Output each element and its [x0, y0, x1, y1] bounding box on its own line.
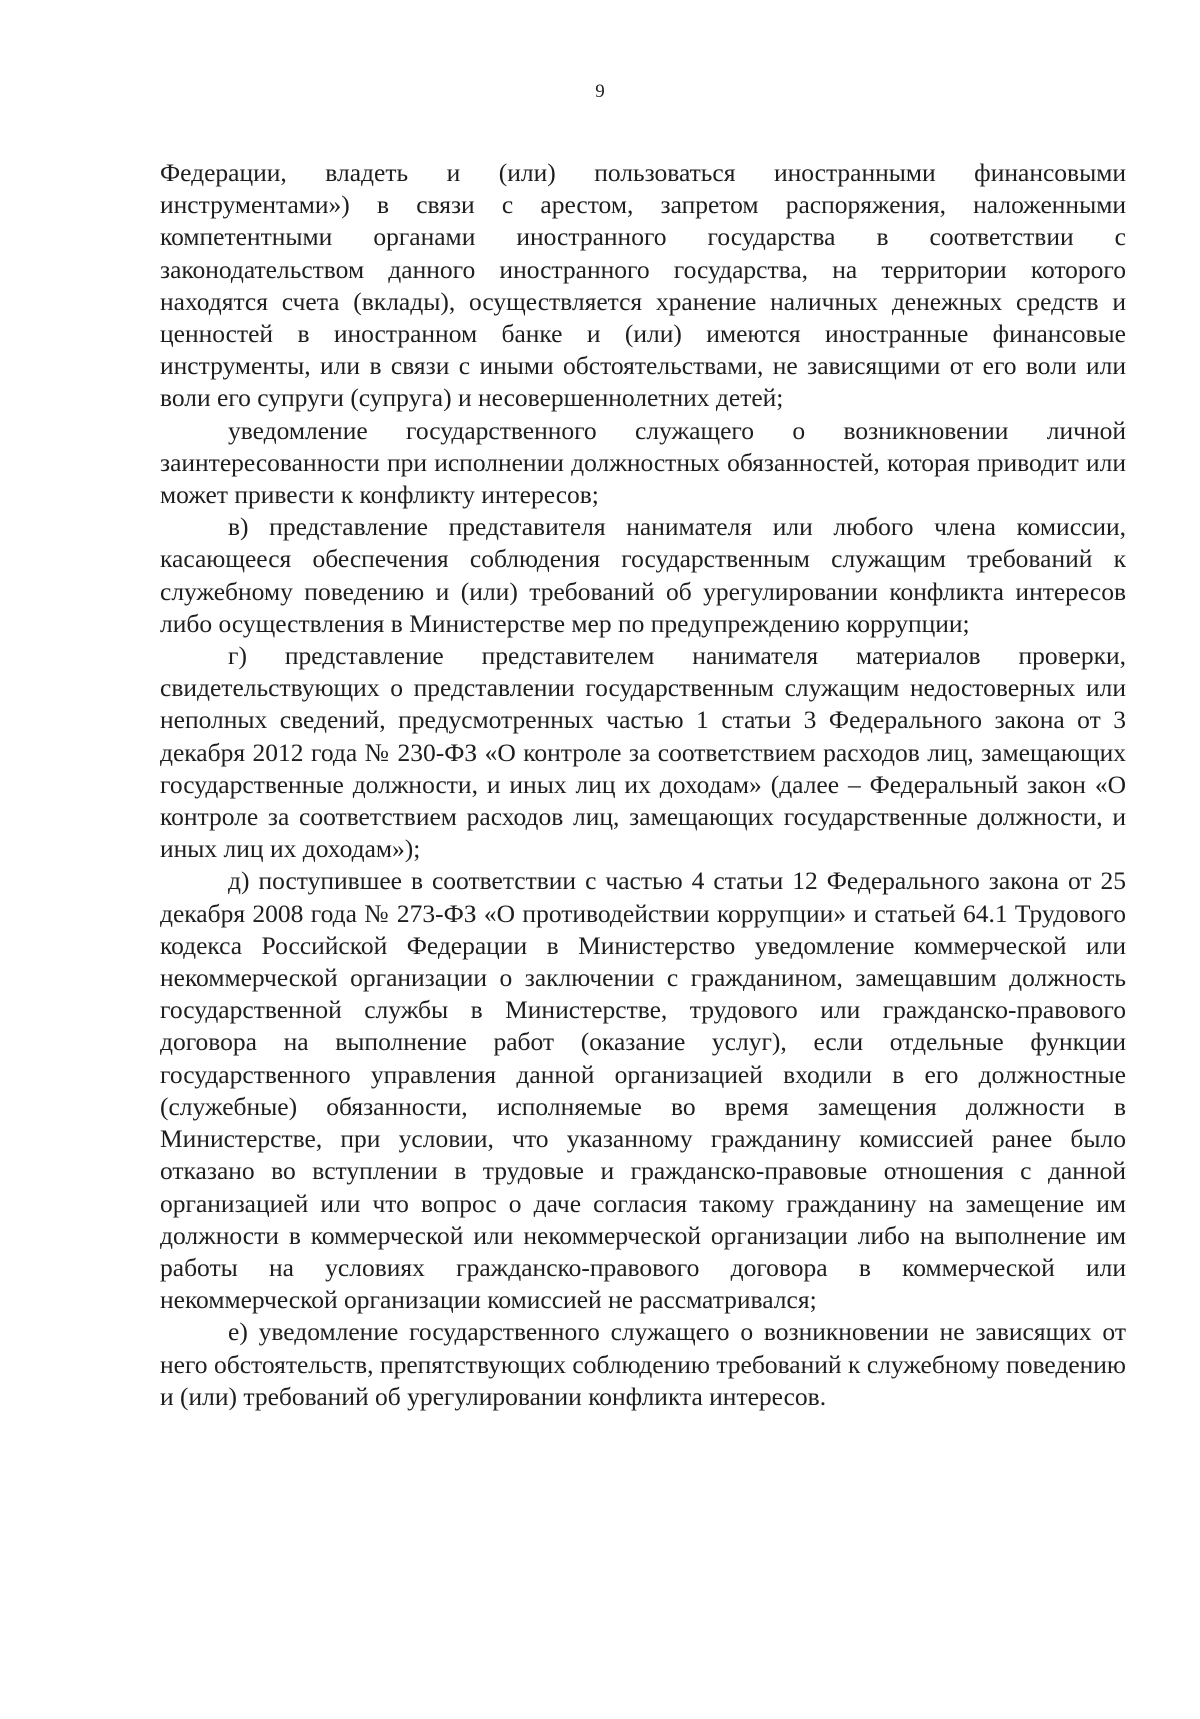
paragraph-continuation: Федерации, владеть и (или) пользоваться иностранными финансовыми инструментами») в связи с арестом, запретом распоряжения, наложенными компетентными органами иностранного государства в соответствии с законодательством данного иностранного государства, на территории которого находятся счета (вклады), осуществляется хранение наличных денежных средств и ценностей в иностранном банке и (или) имеются иностранные финансовые инструменты, или в связи с иными обстоятельствами, не зависящими от его воли или воли его супруги (супруга) и несовершеннолетних детей;	[160, 158, 1126, 413]
paragraph-item-v: в) представление представителя нанимателя или любого члена комиссии, касающееся обеспечения соблюдения государственным служащим требований к служебному поведению и (или) требований об урегулировании конфликта интересов либо осуществления в Министерстве мер по предупреждению коррупции;	[160, 512, 1126, 638]
paragraph-item-d: д) поступившее в соответствии с частью 4 статьи 12 Федерального закона от 25 декабря 2008 года № 273-ФЗ «О противодействии коррупции» и статьей 64.1 Трудового кодекса Российской Федерации в Министерство уведомление коммерческой или некоммерческой организации о заключении с гражданином, замещавшим должность государственной службы в Министерстве, трудового или гражданско-правового договора на выполнение работ (оказание услуг), если отдельные функции государственного управления данной организацией входили в его должностные (служебные) обязанности, исполняемые во время замещения должности в Министерстве, при условии, что указанному гражданину комиссией ранее было отказано во вступлении в трудовые и гражданско-правовые отношения с данной организацией или что вопрос о даче согласия такому гражданину на замещение им должности в коммерческой или некоммерческой организации либо на выполнение им работы на условиях гражданско-правового договора в коммерческой или некоммерческой организации комиссией не рассматривался;	[160, 866, 1126, 1315]
paragraph-notice-personal-interest: уведомление государственного служащего о возникновении личной заинтересованности при исполнении должностных обязанностей, которая приводит или может привести к конфликту интересов;	[160, 415, 1126, 510]
document-body	[160, 157, 1126, 1413]
page-number: 9	[595, 81, 605, 102]
paragraph-item-e: е) уведомление государственного служащего о возникновении не зависящих от него обстоятельств, препятствующих соблюдению требований к служебному поведению и (или) требований об урегулировании конфликта интересов.	[160, 1317, 1126, 1411]
paragraph-item-g: г) представление представителем нанимателя материалов проверки, свидетельствующих о представлении государственным служащим недостоверных или неполных сведений, предусмотренных частью 1 статьи 3 Федерального закона от 3 декабря 2012 года № 230-ФЗ «О контроле за соответствием расходов лиц, замещающих государственные должности, и иных лиц их доходам» (далее – Федеральный закон «О контроле за соответствием расходов лиц, замещающих государственные должности, и иных лиц их доходам»);	[160, 641, 1126, 864]
